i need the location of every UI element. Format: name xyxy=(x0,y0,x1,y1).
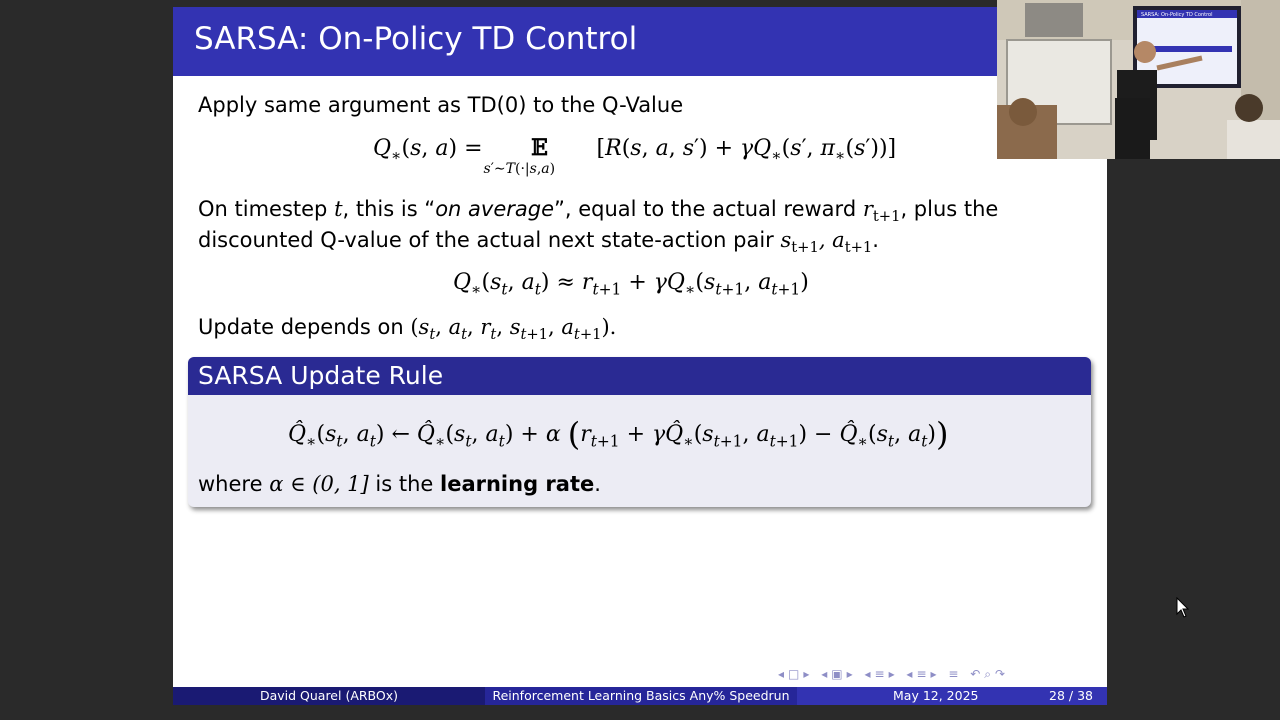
math-sub: t+1 xyxy=(844,239,873,257)
text-fragment: , plus the xyxy=(900,197,999,221)
mouse-cursor-icon xyxy=(1176,597,1190,619)
block-title: SARSA Update Rule xyxy=(198,361,444,390)
slide-title: SARSA: On-Policy TD Control xyxy=(194,21,638,57)
text-fragment: where xyxy=(198,472,270,496)
timestep-line xyxy=(198,197,998,225)
text-fragment: On timestep xyxy=(198,197,335,221)
footer-right xyxy=(797,687,1107,705)
math-sub: t+1 xyxy=(791,239,819,257)
math-t: t xyxy=(334,197,343,221)
equation-bellman: $Q_∗(s$, a) = 𝔼 s′∼T(·|s,a) [R(s, a, $s') + \gamma Q_∗(s'$, $\pi_∗(s')$)] xyxy=(373,135,897,177)
sarsa-update-block xyxy=(188,357,1091,507)
text-fragment: ”, equal to the actual reward xyxy=(554,197,863,221)
footer-date: May 12, 2025 xyxy=(893,688,979,703)
text-fragment: Update depends on xyxy=(198,315,411,339)
footer-talk-title: Reinforcement Learning Basics Any% Speedrun xyxy=(485,687,797,705)
section-icon-2[interactable]: ◂≡▸ xyxy=(906,667,941,681)
frame-icon[interactable]: □ xyxy=(788,667,804,681)
math-s: s xyxy=(780,228,792,252)
next-section-icon[interactable]: ▸ xyxy=(888,667,899,681)
discounted-line xyxy=(198,228,879,256)
math-r: r xyxy=(862,197,873,221)
search-icon[interactable]: ↶⌕↷ xyxy=(970,667,1010,681)
math-alpha-range: α ∈ (0, 1] xyxy=(269,472,369,496)
emphasis-on-average: on average xyxy=(435,197,555,221)
text-fragment: , this is “ xyxy=(342,197,436,221)
text-fragment: . xyxy=(872,228,879,252)
footer-page-number: 28 / 38 xyxy=(1049,688,1093,703)
update-depends-line: Update depends on ($s_t$, $a_t$, $r_t$, $s_{t+1}$, $a_{t+1}$). xyxy=(198,315,617,344)
prev-section-icon[interactable]: ◂ xyxy=(864,667,875,681)
prev-subsection-icon[interactable]: ◂ xyxy=(821,667,832,681)
section-icon[interactable]: ≡ xyxy=(874,667,889,681)
text-fragment: discounted Q-value of the actual next state-action pair xyxy=(198,228,781,252)
text-fragment: is the xyxy=(368,472,440,496)
equation-sarsa-update: $Q̂_∗(s_t$, $a_t$) ← $Q̂_∗(s_t$, $a_t) + \alpha$ ($r_{t+1}$ + $\gamma Q̂_∗(s_{t+1}$, $a_{t+1}$) − $Q̂_∗(s_t$, $a_t$)) xyxy=(288,415,949,453)
math-sub: t+1 xyxy=(872,208,901,226)
slide xyxy=(173,7,1107,705)
subsection-icon[interactable]: ▣ xyxy=(831,667,847,681)
text-fragment: . xyxy=(594,472,601,496)
align-icon[interactable]: ≡ xyxy=(948,667,963,681)
learning-rate-line xyxy=(198,472,601,496)
equation-approx: $Q_∗(s_t$, $a_t) \approx r_{t+1} + \gamma Q_∗(s_{t+1}$, $a_{t+1}$) xyxy=(453,270,809,299)
beamer-nav-bar xyxy=(778,667,1009,682)
webcam-screen-title: SARSA: On-Policy TD Control xyxy=(1141,12,1213,18)
title-bar xyxy=(173,7,1107,76)
webcam-overlay xyxy=(997,0,1280,159)
prev-frame-icon[interactable]: ◂ xyxy=(778,667,789,681)
bold-learning-rate: learning rate xyxy=(440,472,595,496)
footer-author: David Quarel (ARBOx) xyxy=(173,687,485,705)
webcam-scene xyxy=(997,0,1280,159)
intro-line: Apply same argument as TD(0) to the Q-Value xyxy=(198,93,684,117)
math-a: , a xyxy=(818,228,845,252)
block-header xyxy=(188,357,1091,395)
next-subsection-icon[interactable]: ▸ xyxy=(846,667,857,681)
next-frame-icon[interactable]: ▸ xyxy=(803,667,814,681)
footer xyxy=(173,687,1107,705)
